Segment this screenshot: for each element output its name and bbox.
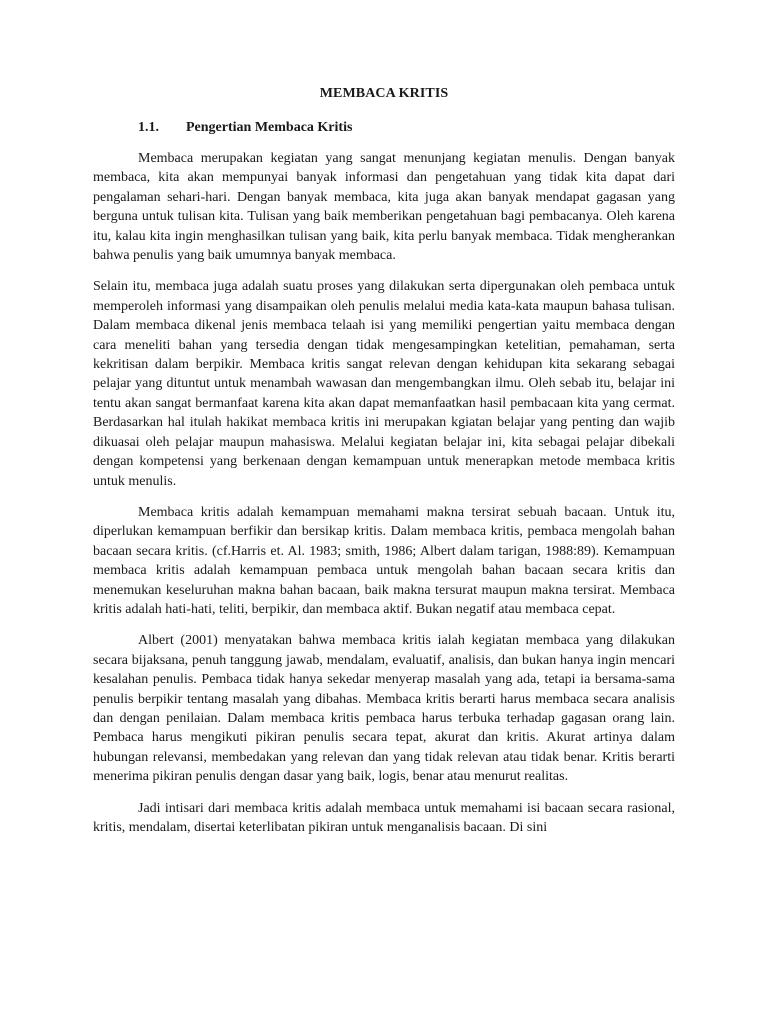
paragraph-1: Membaca merupakan kegiatan yang sangat menunjang kegiatan menulis. Dengan banyak membaca, kita akan mempunyai banyak informasi dan pengetahuan yang tidak kita dapat dari pengalaman sehari-hari. Dengan banyak membaca, kita juga akan banyak mendapat gagasan yang berguna untuk tulisan kita. Tulisan yang baik memberikan pengetahuan bagi pembacanya. Oleh karena itu, kalau kita ingin menghasilkan tulisan yang baik, kita perlu banyak membaca. Tidak mengherankan bahwa penulis yang baik umumnya banyak membaca.	[93, 151, 675, 264]
section-number: 1.1.	[138, 120, 159, 135]
document-body	[93, 149, 675, 849]
document-title: MEMBACA KRITIS	[319, 86, 449, 101]
paragraph-3: Membaca kritis adalah kemampuan memahami makna tersirat sebuah bacaan. Untuk itu, diperlukan kemampuan berfikir dan bersikap kritis. Dalam membaca kritis, pembaca mengolah bahan bacaan secara kritis. (cf.Harris et. Al. 1983; smith, 1986; Albert dalam tarigan, 1988:89). Kemampuan membaca kritis adalah kemampuan pembaca untuk mengolah bahan bacaan secara kritis dan menemukan keseluruhan makna bahan bacaan, baik makna tersurat maupun makna tersirat. Membaca kritis adalah hati-hati, teliti, berpikir, dan membaca aktif. Bukan negatif atau membaca cepat.	[93, 504, 675, 617]
paragraph-5: Jadi intisari dari membaca kritis adalah membaca untuk memahami isi bacaan secara rasional, kritis, mendalam, disertai keterlibatan pikiran untuk menganalisis bacaan. Di sini	[93, 800, 675, 835]
section-heading-text: Pengertian Membaca Kritis	[186, 120, 353, 135]
paragraph-4: Albert (2001) menyatakan bahwa membaca kritis ialah kegiatan membaca yang dilakukan secara bijaksana, penuh tanggung jawab, mendalam, evaluatif, analisis, dan bukan hanya ingin mencari kesalahan penulis. Pembaca tidak hanya sekedar menyerap masalah yang ada, tetapi ia bersama-sama penulis berpikir tentang masalah yang dibahas. Membaca kritis berarti harus membaca secara analisis dan dengan penilaian. Dalam membaca kritis pembaca harus terbuka terhadap gagasan orang lain. Pembaca harus mengikuti pikiran penulis secara tepat, akurat dan kritis. Akurat artinya dalam hubungan relevansi, membedakan yang relevan dan yang tidak relevan atau tidak benar. Kritis berarti menerima pikiran penulis dengan dasar yang baik, logis, benar atau menurut realitas.	[93, 633, 675, 785]
paragraph-2: Selain itu, membaca juga adalah suatu proses yang dilakukan serta dipergunakan oleh pembaca untuk memperoleh informasi yang disampaikan oleh penulis melalui media kata-kata maupun bahasa tulisan. Dalam membaca dikenal jenis membaca telaah isi yang memiliki pengertian yaitu membaca dengan cara meneliti bahan yang tersedia dengan tidak mengesampingkan ketelitian, pemahaman, serta kekritisan dalam berpikir. Membaca kritis sangat relevan dengan kehidupan kita sekarang sebagai pelajar yang dituntut untuk menambah wawasan dan mengembangkan ilmu. Oleh sebab itu, belajar ini tentu akan sangat bermanfaat karena kita akan dapat memanfaatkan hasil pembacaan kita yang cermat. Berdasarkan hal itulah hakikat membaca kritis ini merupakan kgiatan belajar yang penting dan wajib dikuasai oleh pelajar maupun mahasiswa. Melalui kegiatan belajar ini, kita sebagai pelajar dibekali dengan kompetensi yang berkenaan dengan kemampuan untuk menerapkan metode membaca kritis untuk menulis.	[93, 279, 675, 489]
section-heading	[138, 120, 352, 136]
